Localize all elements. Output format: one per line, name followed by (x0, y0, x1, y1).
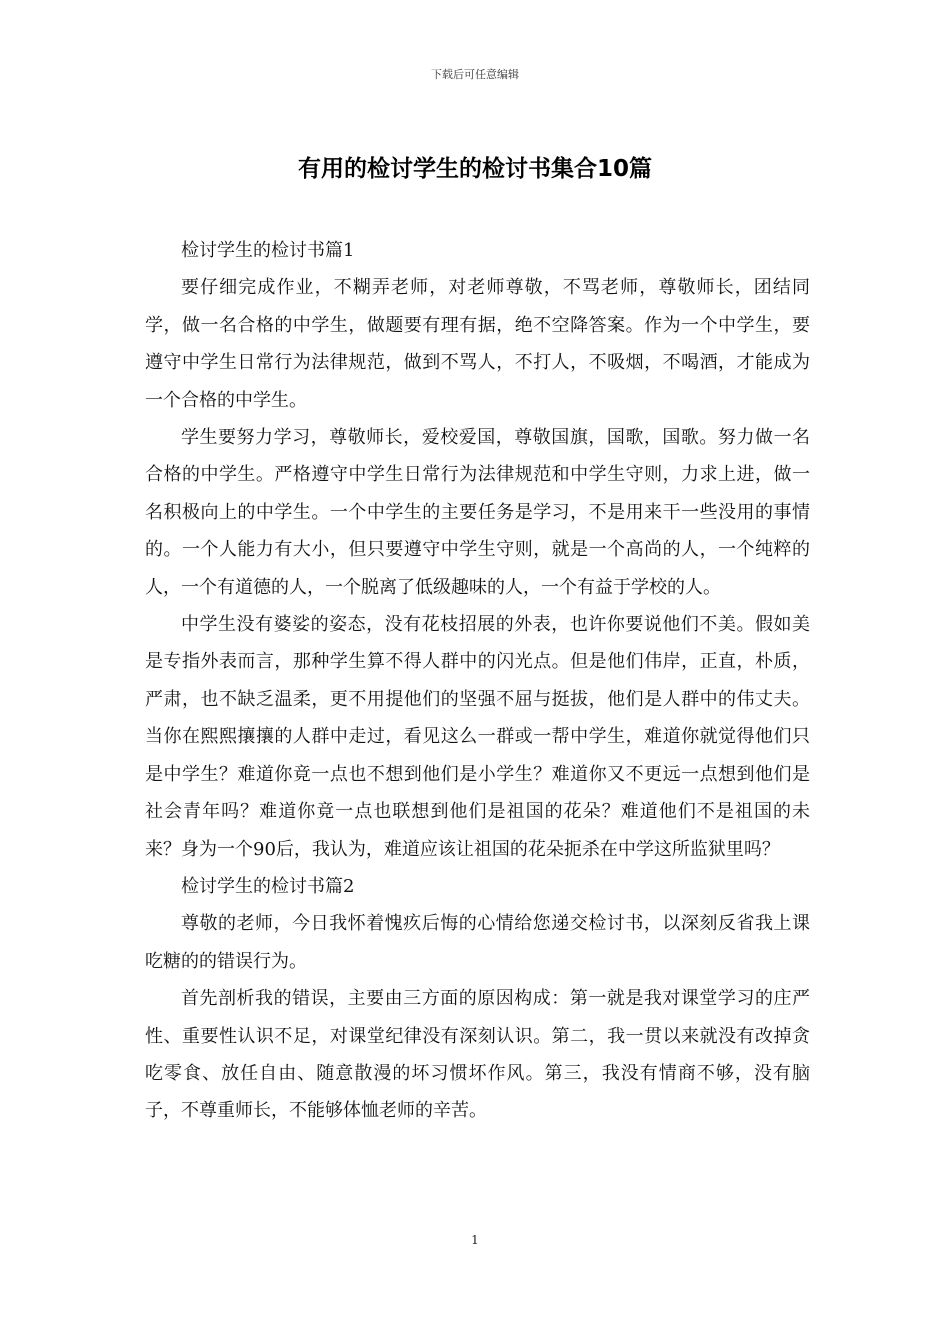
body-paragraph: 首先剖析我的错误，主要由三方面的原因构成：第一就是我对课堂学习的庄严性、重要性认识不足，对课堂纪律没有深刻认识。第二，我一贯以来就没有改掉贪吃零食、放任自由、随意散漫的坏习惯坏作风。第三，我没有情商不够，没有脑子，不尊重师长，不能够体恤老师的辛苦。 (145, 988, 810, 1122)
page-number: 1 (471, 1233, 479, 1247)
section-heading-2: 检讨学生的检讨书篇2 (181, 875, 355, 897)
document-body (145, 232, 810, 1130)
body-paragraph: 学生要努力学习，尊敬师长，爱校爱国，尊敬国旗，国歌，国歌。努力做一名合格的中学生。严格遵守中学生日常行为法律规范和中学生守则，力求上进，做一名积极向上的中学生。一个中学生的主要任务是学习，不是用来干一些没用的事情的。一个人能力有大小，但只要遵守中学生守则，就是一个高尚的人，一个纯粹的人，一个有道德的人，一个脱离了低级趣味的人，一个有益于学校的人。 (145, 427, 810, 598)
page-header: 下载后可任意编辑 (431, 68, 519, 81)
section-heading-1: 检讨学生的检讨书篇1 (181, 240, 355, 261)
document-title: 有用的检讨学生的检讨书集合10篇 (297, 156, 652, 182)
body-paragraph: 尊敬的老师，今日我怀着愧疚后悔的心情给您递交检讨书，以深刻反省我上课吃糖的的错误行为。 (145, 913, 810, 972)
body-paragraph: 要仔细完成作业，不糊弄老师，对老师尊敬，不骂老师，尊敬师长，团结同学，做一名合格的中学生，做题要有理有据，绝不空降答案。作为一个中学生，要遵守中学生日常行为法律规范，做到不骂人，不打人，不吸烟，不喝酒，才能成为一个合格的中学生。 (145, 277, 810, 411)
body-paragraph: 中学生没有婆娑的姿态，没有花枝招展的外表，也许你要说他们不美。假如美是专指外表而言，那种学生算不得人群中的闪光点。但是他们伟岸，正直，朴质，严肃，也不缺乏温柔，更不用提他们的坚强不屈与挺拔，他们是人群中的伟丈夫。当你在熙熙攘攘的人群中走过，看见这么一群或一帮中学生，难道你就觉得他们只是中学生？难道你竟一点也不想到他们是小学生？难道你又不更远一点想到他们是社会青年吗？难道你竟一点也联想到他们是祖国的花朵？难道他们不是祖国的未来？身为一个90后，我认为，难道应该让祖国的花朵扼杀在中学这所监狱里吗？ (145, 614, 810, 860)
